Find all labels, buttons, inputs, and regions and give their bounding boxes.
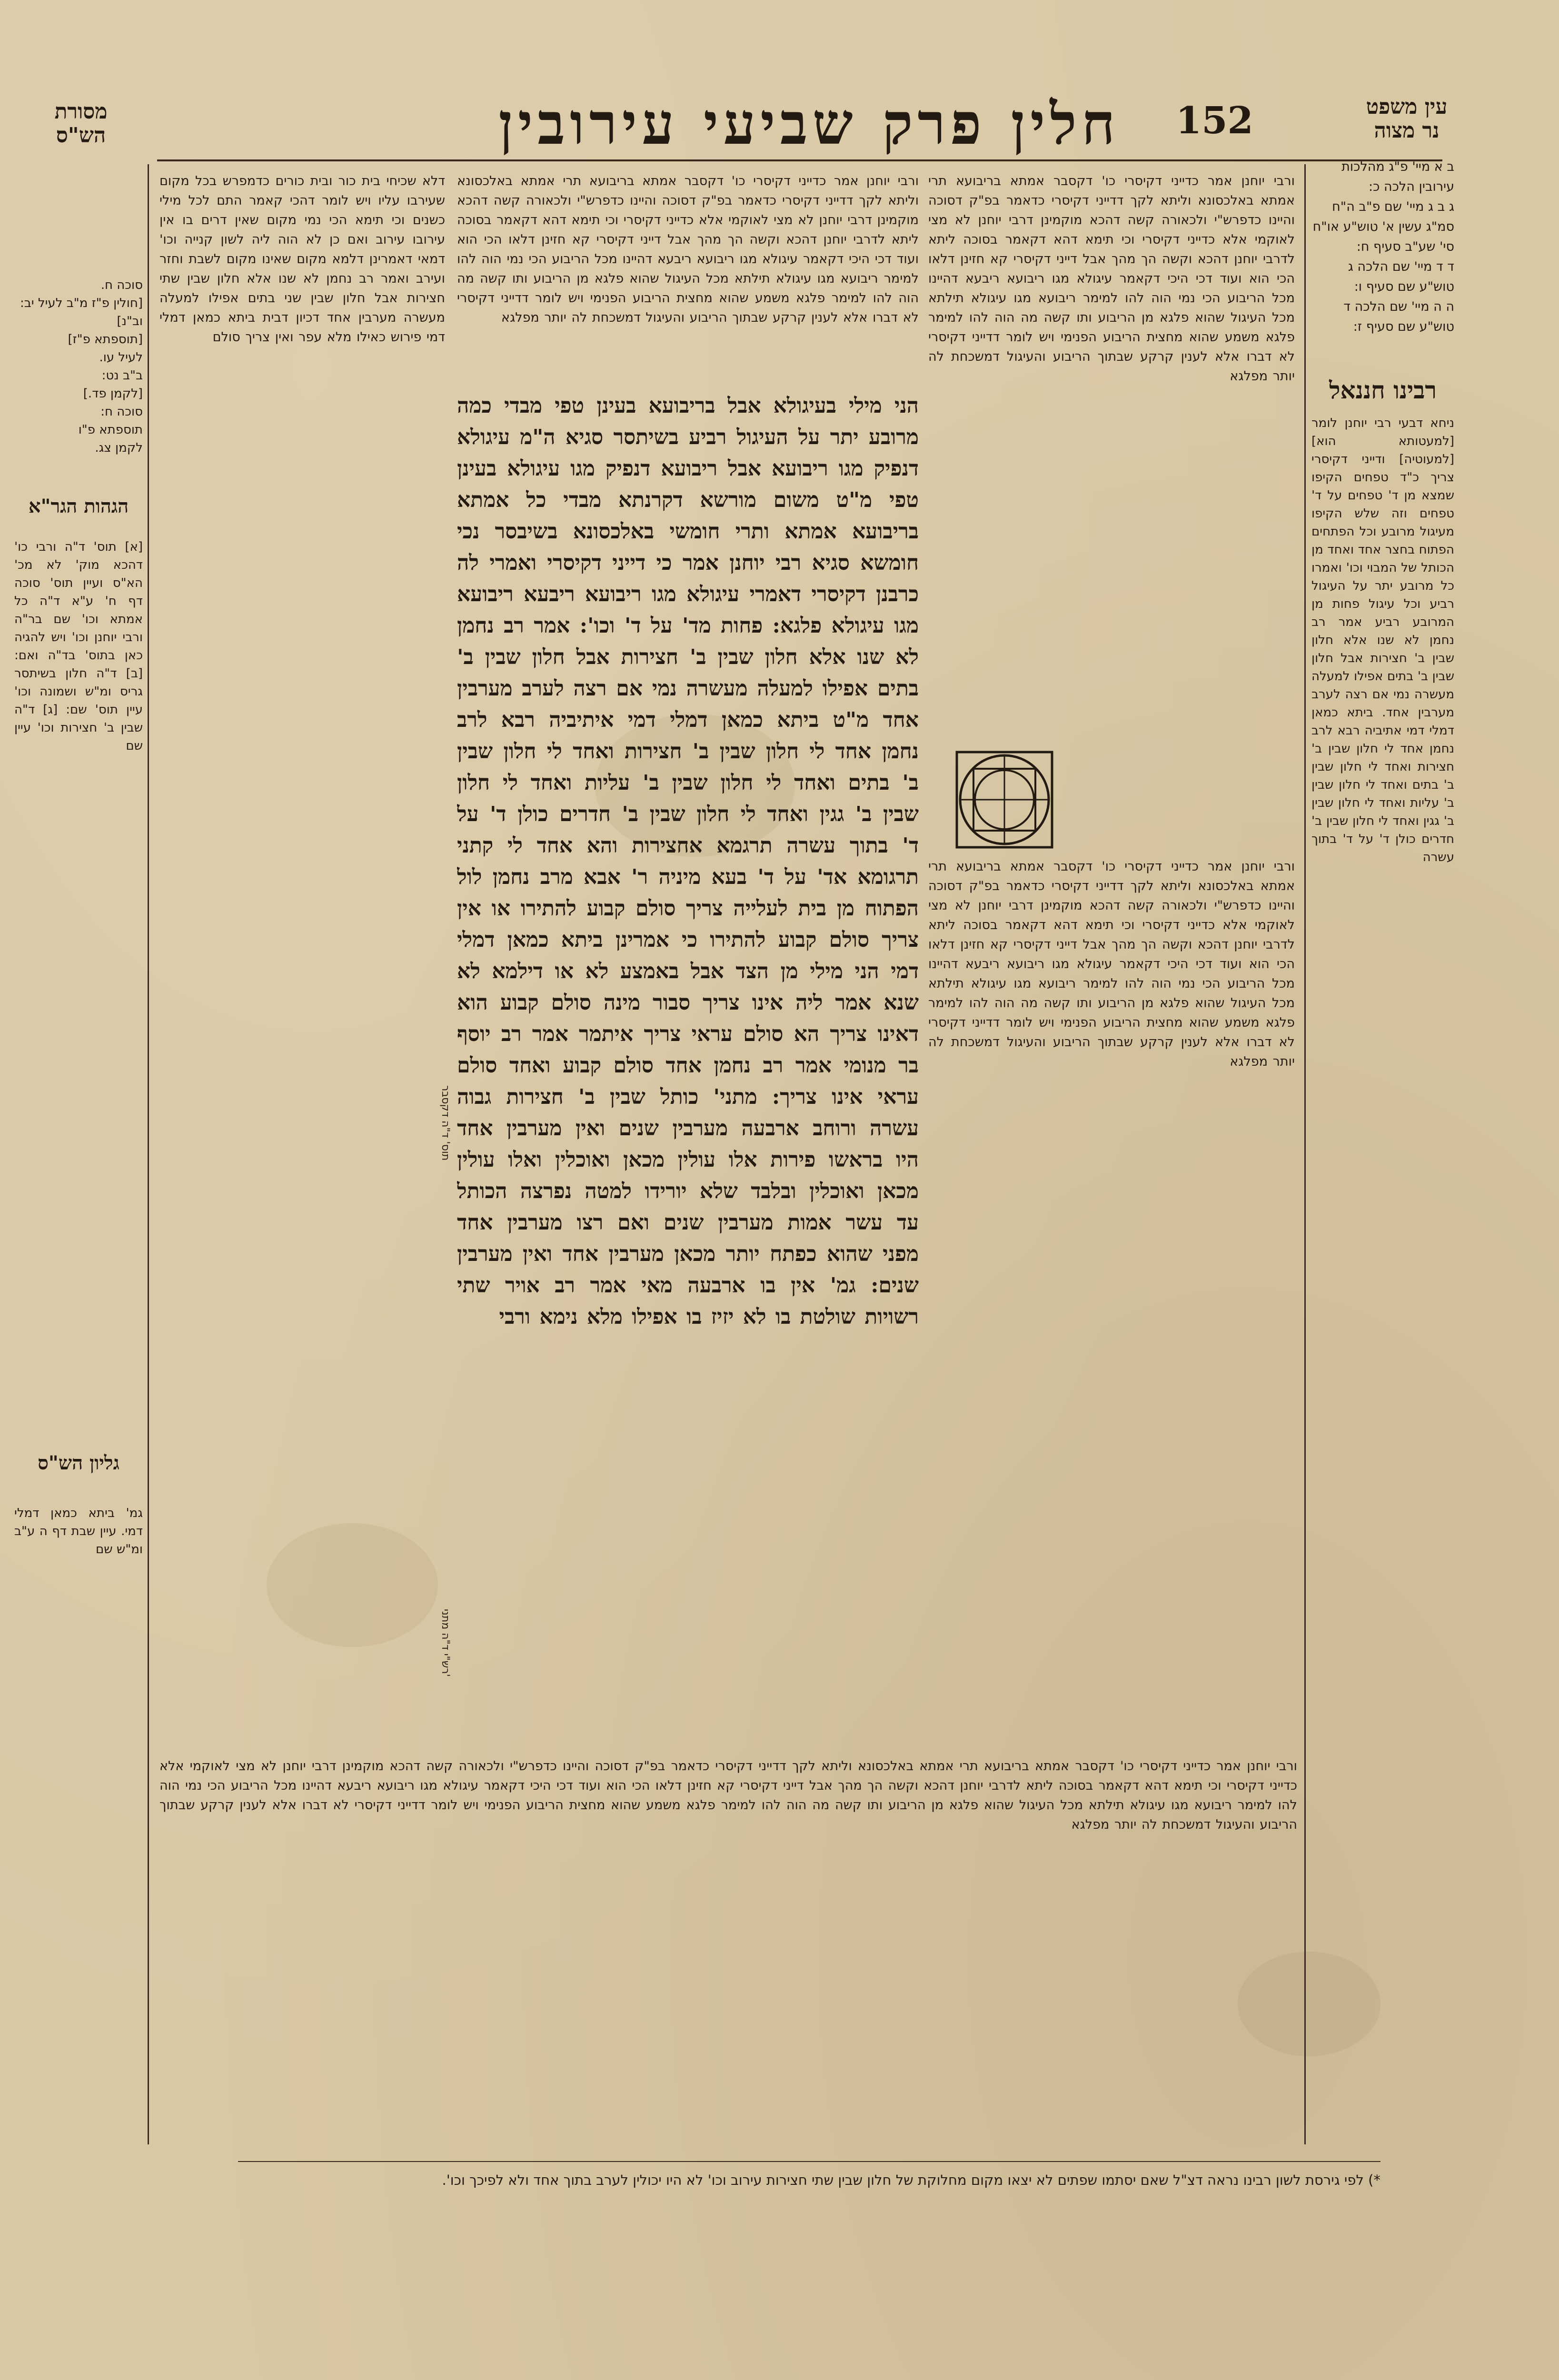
ein-mishpat-heading: עין משפט נר מצוה xyxy=(1366,95,1448,143)
tosafot-text-middle: ורבי יוחנן אמר כדייני דקיסרי כו' דקסבר אמתא בריבועא תרי אמתא באלכסונא וליתא לקך דדייני דקיסרי כדאמר בפ"ק דסוכה והיינו כדפרש"י ולכאורה קשה דהכא מוקמינן דרבי יוחנן לא מצי לאוקמי אלא כדייני דקיסרי וכי תימא דהא דקאמר בסוכה ליתא לדרבי יוחנן דהכא וקשה הך מהך אבל דייני דקיסרי קא חזינן דלאו הכי הוא ועוד דכי היכי דקאמר עיגולא מגו ריבועא ריבעא דהיינו מכל הריבוע הכי נמי הוה להו למימר ריבועא מגו עיגולא תילתא מכל העיגול שהוא פלגא מן הריבוע ותו קשה מה הוה להו למימר פלגא משמע שהוא מחצית הריבוע הפנימי ויש לומר דדייני דקיסרי לא דברו אלא לענין קרקע שבתוך הריבוע והעיגול דמשכחת לה יותר מפלגא xyxy=(928,859,1295,1069)
gemara-main-text: הני מילי בעיגולא אבל בריבועא בעינן טפי מבדי כמה מרובע יתר על העיגול רביע בשיתסר סגיא ה"מ עיגולא דנפיק מגו ריבועא אבל ריבועא דנפיק מגו עיגולא בעינן טפי מ"ט משום מורשא דקרנתא מבדי כל אמתא בריבועא אמתא ותרי חומשי באלכסונא בשיבסר נכי חומשא סגיא רבי יוחנן אמר כי דייני דקיסרי ואמרי לה כרבנן דקיסרי דאמרי עיגולא מגו ריבועא ריבעא ריבועא מגו עיגולא פלגא: פחות מד' על ד' וכו': אמר רב נחמן לא שנו אלא חלון שבין ב' חצירות אבל חלון שבין ב' בתים אפילו למעלה מעשרה נמי אם רצה לערב מערבין אחד מ"ט ביתא כמאן דמלי דמי איתיביה רבא לרב נחמן אחד לי חלון שבין ב' חצירות ואחד לי חלון שבין ב' בתים ואחד לי חלון שבין ב' עליות ואחד לי חלון שבין ב' גגין ואחד לי חלון שבין ב' חדרים כולן ד' על ד' בתוך עשרה תרגמא אחצירות והא אחד לי קתני תרגומא אד' על ד' בעא מיניה ר' אבא מרב נחמן לול הפתוח מן בית לעלייה צריך סולם קבוע להתירו או אין צריך סולם קבוע להתירו כי אמרינן ביתא כמאן דמלי דמי הני מילי מן הצד אבל באמצע לא או דילמא לא שנא אמר ליה אינו צריך סבור מינה סולם קבוע הוא דאינו צריך הא סולם עראי צריך איתמר אמר רב יוסף בר מנומי אמר רב נחמן אחד סולם קבוע ואחד סולם עראי אינו צריך: מתני' כותל שבין ב' חצירות גבוה עשרה ורוחב ארבעה מערבין שנים ואין מערבין אחד היו בראשו פירות אלו עולין מכאן ואוכלין ואלו עולין מכאן ואוכלין ובלבד שלא יורידו למטה נפרצה הכותל עד עשר אמות מערבין שנים ואם רצו מערבין אחד מפני שהוא כפתח יותר מכאן מערבין אחד ואין מערבין שנים: גמ' אין בו ארבעה מאי אמר רב אויר שתי רשויות שולטת בו לא יזיז בו אפילו מלא נימא ורבי xyxy=(457,394,919,1329)
ein-mishpat-notes: ב א מיי' פ"ג מהלכות עירובין הלכה כ: ג ב ג מיי' שם פ"ב ה"ח סמ"ג עשין א' טוש"ע או"ח סי' שע"ב סעיף ח: ד ד מיי' שם הלכה ג טוש"ע שם סעיף ו: ה ה מיי' שם הלכה ד טוש"ע שם סעיף ז: xyxy=(1312,159,1454,334)
footnote-text: *) לפי גירסת לשון רבינו נראה דצ"ל שאם יסתמו שפתים לא יצאו מקום מחלוקת של חלון שבין שתי חצירות עירוב וכו' לא היו יכולין לערב בתוך אחד ולא לפיכך וכו'. xyxy=(442,2172,1380,2188)
circle-square-diagram xyxy=(954,750,1054,850)
page-header xyxy=(119,90,1442,157)
tosafot-text-top: ורבי יוחנן אמר כדייני דקיסרי כו' דקסבר אמתא בריבועא תרי אמתא באלכסונא וליתא לקך דדייני דקיסרי כדאמר בפ"ק דסוכה והיינו כדפרש"י ולכאורה קשה דהכא מוקמינן דרבי יוחנן לא מצי לאוקמי אלא כדייני דקיסרי וכי תימא דהא דקאמר בסוכה ליתא לדרבי יוחנן דהכא וקשה הך מהך אבל דייני דקיסרי קא חזינן דלאו הכי הוא ועוד דכי היכי דקאמר עיגולא מגו ריבועא ריבעא דהיינו מכל הריבוע הכי נמי הוה להו למימר ריבועא מגו עיגולא תילתא מכל העיגול שהוא פלגא מן הריבוע ותו קשה מה הוה להו למימר פלגא משמע שהוא מחצית הריבוע הפנימי ויש לומר דדייני דקיסרי לא דברו אלא לענין קרקע שבתוך הריבוע והעיגול דמשכחת לה יותר מפלגא xyxy=(928,174,1295,384)
masoret-heading: מסורת הש"ס xyxy=(54,99,108,148)
column-divider-left xyxy=(148,164,149,2144)
page-title: חלין פרק שביעי עירובין xyxy=(498,90,1120,158)
geometry-diagram xyxy=(954,750,1054,850)
marginal-note: תוס' ד"ה דקסבר xyxy=(439,1085,451,1161)
hagahot-title: הגהות הגר"א xyxy=(28,495,129,517)
hagahot-text: [א] תוס' ד"ה ורבי כו' דהכא מוק' לא מכ' הא"ס ועיין תוס' סוכה דף ח' ע"א ד"ה כל אמתא וכו' שם בר"ה ורבי יוחנן וכו' ויש להגיה כאן בתוס' בד"ה ואם: [ב] ד"ה חלון בשיתסר גריס ומ"ש ושמונה וכו' עיין תוס' שם: [ג] ד"ה שבין ב' חצירות וכו' עיין שם xyxy=(14,540,143,753)
column-divider-right xyxy=(1304,164,1306,2144)
gilyon-text: גמ' ביתא כמאן דמלי דמי. עיין שבת דף ה ע"ב ומ"ש שם xyxy=(14,1506,143,1557)
rabbeinu-chananel-title: רבינו חננאל xyxy=(1329,376,1437,404)
header-rule xyxy=(157,159,1442,161)
gilyon-title: גליון הש"ס xyxy=(38,1452,119,1474)
rabbeinu-chananel-text: ניחא דבעי רבי יוחנן לומר [למעטותא הוא] [למעוטיה] ודייני דקיסרי צריך כ"ד טפחים הקיפו שמצא מן ד' טפחים על ד' טפחים וזה שלש הקיפו מעיגול מרובע וכל הפתחים הפתוח בחצר אחד ואחד מן הכותל של המבוי וכו' ואמרו כל מרובע יתר על העיגול רביע וכל עיגול פחות מן המרובע רביע אמר רב נחמן לא שנו אלא חלון שבין ב' חצירות אבל חלון שבין ב' בתים אפילו למעלה מעשרה נמי אם רצה לערב מערבין אחד. ביתא כמאן דמלי דמי אתיביה רבא לרב נחמן אחד לי חלון שבין ב' חצירות ואחד לי חלון שבין ב' בתים ואחד לי חלון שבין ב' עליות ואחד לי חלון שבין ב' גגין ואחד לי חלון שבין ב' חדרים כולן ד' על ד' בתוך עשרה xyxy=(1311,416,1454,864)
page-number: 152 xyxy=(1176,99,1253,142)
tosafot-text-head: ורבי יוחנן אמר כדייני דקיסרי כו' דקסבר אמתא בריבועא תרי אמתא באלכסונא וליתא לקך דדייני דקיסרי כדאמר בפ"ק דסוכה והיינו כדפרש"י ולכאורה קשה דהכא מוקמינן דרבי יוחנן לא מצי לאוקמי אלא כדייני דקיסרי וכי תימא דהא דקאמר בסוכה ליתא לדרבי יוחנן דהכא וקשה הך מהך אבל דייני דקיסרי קא חזינן דלאו הכי הוא ועוד דכי היכי דקאמר עיגולא מגו ריבועא ריבעא דהיינו מכל הריבוע הכי נמי הוה להו למימר ריבועא מגו עיגולא תילתא מכל העיגול שהוא פלגא מן הריבוע ותו קשה מה הוה להו למימר פלגא משמע שהוא מחצית הריבוע הפנימי ויש לומר דדייני דקיסרי לא דברו אלא לענין קרקע שבתוך הריבוע והעיגול דמשכחת לה יותר מפלגא xyxy=(457,174,919,325)
rashi-text: דלא שכיחי בית כור ובית כורים כדמפרש בכל מקום שעירבו עליו ויש לומר דהכי קאמר התם לכל מילי כשנים וכי תימא הכי נמי מקום שאין דרים בו אין עירובו עירוב ואם כן לא הוה ליה לשון קנייה וכו' דמאי דאמרינן דלמא מקום שאינו מקום לשבת וחזר ועירב ואמר רב נחמן לא שנו אלא חלון שבין שתי חצירות אבל חלון שבין שני בתים אפילו למעלה מעשרה מערבין אחד דכיון דבית ביתא כמאן דמלי דמי פירוש כאילו מלא עפר ואין צריך סולם xyxy=(159,174,445,345)
masoret-hashas-notes: סוכה ח. [חולין פ"ז מ"ב לעיל יב: וב"נ] [תוספתא פ"ז] לעיל עו. ב"ב נט: [לקמן פד.] סוכה ח: תוספתא פ"ו לקמן צג. xyxy=(20,278,143,455)
footnote-rule xyxy=(238,2161,1380,2162)
marginal-note: רש"י ד"ה מתני' xyxy=(439,1609,451,1677)
bottom-commentary-text: ורבי יוחנן אמר כדייני דקיסרי כו' דקסבר אמתא בריבועא תרי אמתא באלכסונא וליתא לקך דדייני דקיסרי כדאמר בפ"ק דסוכה והיינו כדפרש"י ולכאורה קשה דהכא מוקמינן דרבי יוחנן לא מצי לאוקמי אלא כדייני דקיסרי וכי תימא דהא דקאמר בסוכה ליתא לדרבי יוחנן דהכא וקשה הך מהך אבל דייני דקיסרי קא חזינן דלאו הכי הוא ועוד דכי היכי דקאמר עיגולא מגו ריבועא ריבעא דהיינו מכל הריבוע הכי נמי הוה להו למימר ריבועא מגו עיגולא תילתא מכל העיגול שהוא פלגא מן הריבוע ותו קשה מה הוה להו למימר פלגא משמע שהוא מחצית הריבוע הפנימי ויש לומר דדייני דקיסרי לא דברו אלא לענין קרקע שבתוך הריבוע והעיגול דמשכחת לה יותר מפלגא xyxy=(159,1759,1297,1832)
